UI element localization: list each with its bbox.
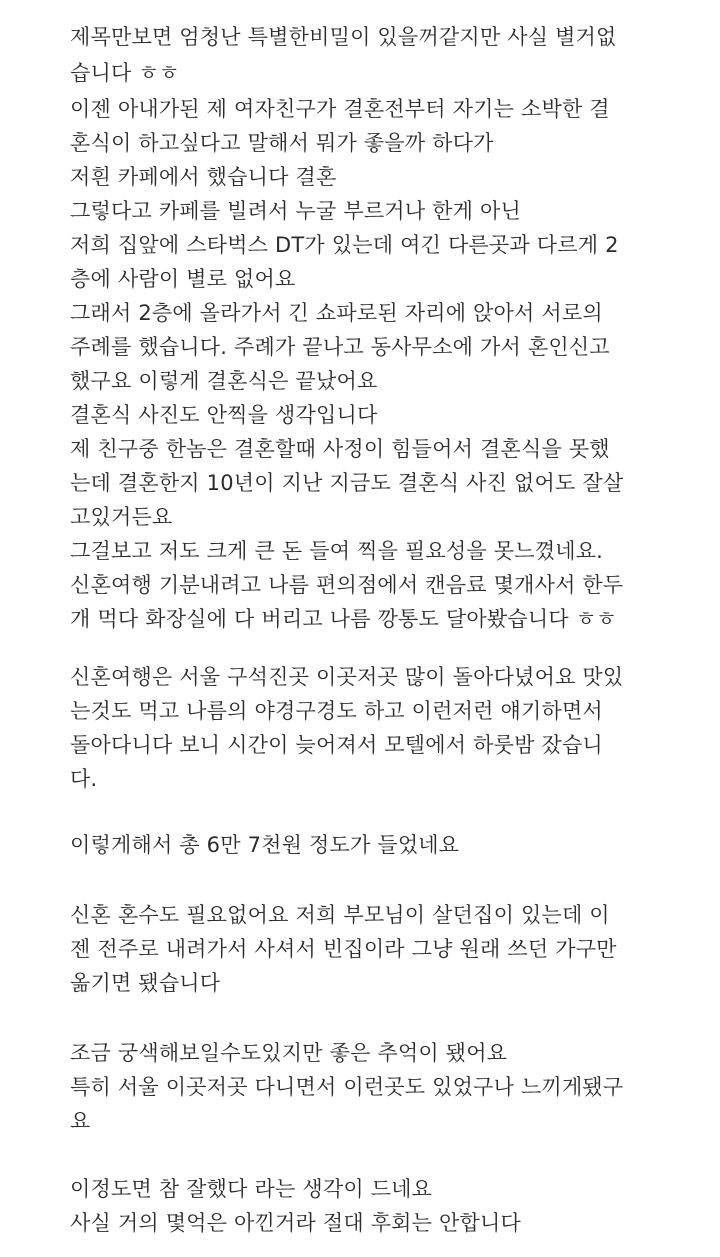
- text-line: 옮기면 됐습니다: [70, 971, 221, 995]
- text-line: 요: [70, 1109, 91, 1133]
- text-line: 저희 집앞에 스타벅스 DT가 있는데 여긴 다른곳과 다르게 2: [70, 233, 619, 257]
- text-line: 조금 궁색해보일수도있지만 좋은 추억이 됐어요: [70, 1041, 508, 1065]
- text-line: 는데 결혼한지 10년이 지난 지금도 결혼식 사진 없어도 잘살: [70, 471, 624, 495]
- text-line: 그래서 2층에 올라가서 긴 쇼파로된 자리에 앉아서 서로의: [70, 301, 603, 325]
- text-line: 특히 서울 이곳저곳 다니면서 이런곳도 있었구나 느끼게됐구: [70, 1075, 624, 1099]
- text-line: 결혼식 사진도 안찍을 생각입니다: [70, 403, 378, 427]
- text-line: 는것도 먹고 나름의 야경구경도 하고 이런저런 얘기하면서: [70, 699, 603, 723]
- text-line: 제목만보면 엄청난 특별한비밀이 있을꺼같지만 사실 별거없: [70, 25, 617, 49]
- text-line: 젠 전주로 내려가서 사셔서 빈집이라 그냥 원래 쓰던 가구만: [70, 937, 617, 961]
- text-line: 주례를 했습니다. 주례가 끝나고 동사무소에 가서 혼인신고: [70, 335, 610, 359]
- text-line: 개 먹다 화장실에 다 버리고 나름 깡통도 달아봤습니다 ㅎㅎ: [70, 607, 617, 631]
- text-line: 제 친구중 한놈은 결혼할때 사정이 힘들어서 결혼식을 못했: [70, 437, 610, 461]
- text-line: 습니다 ㅎㅎ: [70, 61, 180, 85]
- text-line: 신혼여행은 서울 구석진곳 이곳저곳 많이 돌아다녔어요 맛있: [70, 665, 624, 689]
- text-line: 층에 사람이 별로 없어요: [70, 267, 296, 291]
- text-line: 고있거든요: [70, 505, 173, 529]
- text-line: 그렇다고 카페를 빌려서 누굴 부르거나 한게 아닌: [70, 199, 521, 223]
- text-line: 이정도면 참 잘했다 라는 생각이 드네요: [70, 1177, 433, 1201]
- text-line: 신혼 혼수도 필요없어요 저희 부모님이 살던집이 있는데 이: [70, 903, 610, 927]
- text-line: 사실 거의 몇억은 아낀거라 절대 후회는 안합니다: [70, 1211, 521, 1235]
- text-line: 신혼여행 기분내려고 나름 편의점에서 캔음료 몇개사서 한두: [70, 573, 624, 597]
- text-line: 혼식이 하고싶다고 말해서 뭐가 좋을까 하다가: [70, 131, 494, 155]
- text-line: 다.: [70, 767, 98, 791]
- text-line: 이렇게해서 총 6만 7천원 정도가 들었네요: [70, 833, 460, 857]
- text-line: 돌아다니다 보니 시간이 늦어져서 모텔에서 하룻밤 잤습니: [70, 733, 603, 757]
- text-line: 했구요 이렇게 결혼식은 끝났어요: [70, 369, 378, 393]
- text-line: 그걸보고 저도 크게 큰 돈 들여 찍을 필요성을 못느꼈네요.: [70, 539, 604, 563]
- text-line: 저흰 카페에서 했습니다 결혼: [70, 165, 337, 189]
- text-line: 이젠 아내가된 제 여자친구가 결혼전부터 자기는 소박한 결: [70, 97, 610, 121]
